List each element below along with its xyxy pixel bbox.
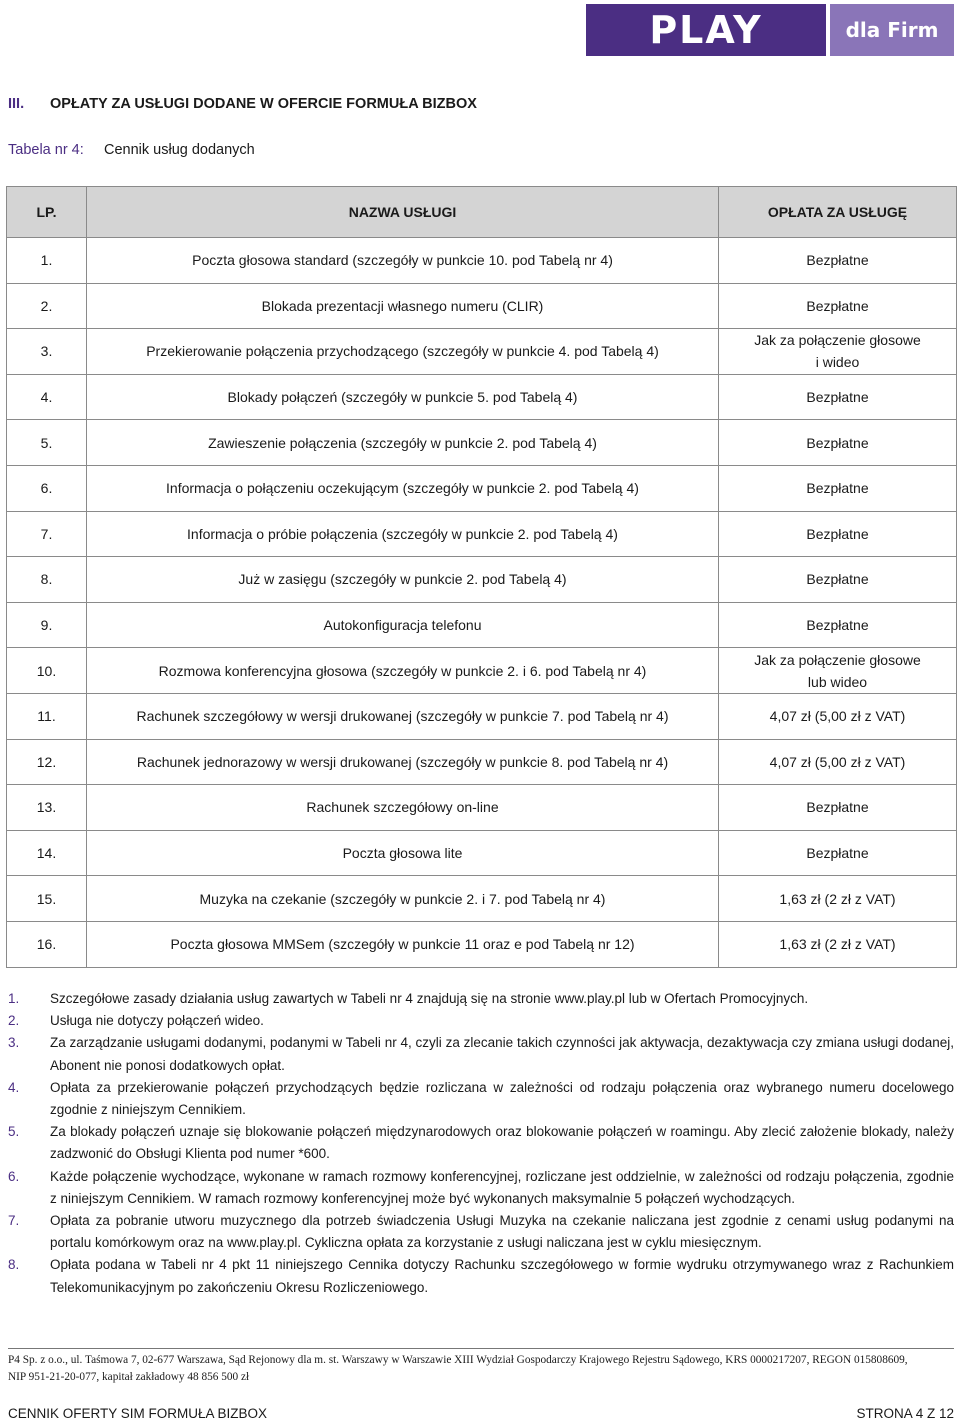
row-service-name: Rachunek jednorazowy w wersji drukowanej (szczegóły w punkcie 8. pod Tabelą nr 4) [87, 739, 719, 785]
row-lp: 12. [7, 739, 87, 785]
row-fee [719, 693, 957, 739]
table-row [7, 785, 957, 831]
row-service-name: Informacja o połączeniu oczekującym (szczegóły w punkcie 2. pod Tabelą 4) [87, 465, 719, 511]
row-fee [719, 465, 957, 511]
row-fee-line: Bezpłatne [806, 252, 869, 269]
header-service-name: NAZWA USŁUGI [87, 187, 719, 238]
row-fee [719, 420, 957, 466]
footnote-item [8, 1254, 954, 1298]
row-fee [719, 785, 957, 831]
footnote-text: Za zarządzanie usługami dodanymi, podanymi w Tabeli nr 4, czyli za zlecanie takich czynności jak aktywacja, dezaktywacja czy zmiana usługi dodanej, Abonent nie ponosi dodatkowych opłat. [50, 1035, 954, 1073]
row-fee [719, 830, 957, 876]
table-row [7, 511, 957, 557]
row-fee-line: Bezpłatne [806, 845, 869, 862]
footnote-number: 7. [8, 1213, 20, 1229]
footnote-number: 2. [8, 1013, 20, 1029]
row-fee-line: Bezpłatne [806, 480, 869, 497]
footnote-item [8, 1210, 954, 1254]
row-fee-line: Bezpłatne [806, 617, 869, 634]
table-row [7, 648, 957, 694]
row-fee-line: Bezpłatne [806, 571, 869, 588]
row-fee [719, 739, 957, 785]
row-fee [719, 557, 957, 603]
row-lp: 10. [7, 648, 87, 694]
dla-firm-badge: dla Firm [830, 4, 954, 56]
footnote-text: Usługa nie dotyczy połączeń wideo. [50, 1013, 264, 1029]
table-caption [8, 142, 255, 158]
table-row [7, 830, 957, 876]
footnote-item [8, 1032, 954, 1076]
row-lp: 13. [7, 785, 87, 831]
footer-divider [8, 1348, 954, 1349]
row-lp: 16. [7, 921, 87, 967]
row-lp: 1. [7, 238, 87, 284]
row-service-name: Informacja o próbie połączenia (szczegóły w punkcie 2. pod Tabelą 4) [87, 511, 719, 557]
footer-legal [8, 1352, 954, 1386]
row-lp: 6. [7, 465, 87, 511]
row-fee-line: 1,63 zł (2 zł z VAT) [779, 936, 896, 953]
row-lp: 7. [7, 511, 87, 557]
row-fee-line: Bezpłatne [806, 297, 869, 314]
row-fee [719, 511, 957, 557]
footnote-text: Za blokady połączeń uznaje się blokowanie połączeń międzynarodowych oraz blokowanie połączeń w roamingu. Aby zlecić założenie blokady, należy zadzwonić do Obsługi Klienta pod numer *600. [50, 1124, 954, 1162]
table-row [7, 420, 957, 466]
table-header-row [7, 187, 957, 238]
table-row [7, 693, 957, 739]
row-fee [719, 648, 957, 694]
row-lp: 4. [7, 374, 87, 420]
row-lp: 8. [7, 557, 87, 603]
row-service-name: Już w zasięgu (szczegóły w punkcie 2. pod Tabelą 4) [87, 557, 719, 603]
row-lp: 15. [7, 876, 87, 922]
footnote-text: Każde połączenie wychodzące, wykonane w ramach rozmowy konferencyjnej, rozliczane jest oddzielnie, w zależności od rodzaju połączenia, zgodnie z niniejszym Cennikiem. W ramach rozmowy konferencyjnej może być wykonanych maksymalnie 5 połączeń wychodzących. [50, 1168, 954, 1206]
footnote-item [8, 1166, 954, 1210]
row-fee-line: Bezpłatne [806, 434, 869, 451]
footnote-item [8, 1010, 954, 1032]
row-fee-line: i wideo [815, 354, 860, 371]
row-service-name: Rozmowa konferencyjna głosowa (szczegóły w punkcie 2. i 6. pod Tabelą nr 4) [87, 648, 719, 694]
table-row [7, 238, 957, 284]
footnote-item [8, 1121, 954, 1165]
table-row [7, 283, 957, 329]
row-service-name: Poczta głosowa MMSem (szczegóły w punkcie 11 oraz e pod Tabelą nr 12) [87, 921, 719, 967]
footer-bar [8, 1406, 954, 1421]
price-table [6, 186, 957, 968]
row-lp: 3. [7, 329, 87, 375]
footnote-text: Opłata podana w Tabeli nr 4 pkt 11 niniejszego Cennika dotyczy Rachunku szczegółowego w formie wydruku otrzymywanego wraz z Rachunkiem Telekomunikacyjnym po zakończeniu Okresu Rozliczeniowego. [50, 1257, 954, 1295]
row-lp: 5. [7, 420, 87, 466]
row-service-name: Rachunek szczegółowy on-line [87, 785, 719, 831]
table-caption-title: Cennik usług dodanych [104, 142, 255, 158]
row-service-name: Blokady połączeń (szczegóły w punkcie 5. pod Tabelą 4) [87, 374, 719, 420]
row-service-name: Przekierowanie połączenia przychodzącego (szczegóły w punkcie 4. pod Tabelą 4) [87, 329, 719, 375]
row-lp: 2. [7, 283, 87, 329]
legal-line-1: P4 Sp. z o.o., ul. Taśmowa 7, 02-677 Warszawa, Sąd Rejonowy dla m. st. Warszawy w Warszawie XIII Wydział Gospodarczy Krajowego Rejestru Sądowego, KRS 0000217207, REGON 015808609, [8, 1354, 908, 1366]
footnote-number: 8. [8, 1257, 20, 1273]
footnote-text: Opłata za pobranie utworu muzycznego dla potrzeb świadczenia Usługi Muzyka na czekanie naliczana jest zgodnie z cenami usług podanymi na portalu komórkowym oraz na www.play.pl. Cykliczna opłata za korzystanie z usługi naliczana jest w cyklu miesięcznym. [50, 1213, 954, 1251]
header-fee: OPŁATA ZA USŁUGĘ [719, 187, 957, 238]
row-fee-line: Jak za połączenie głosowe [754, 332, 921, 349]
row-fee-line: lub wideo [807, 673, 868, 690]
row-service-name: Zawieszenie połączenia (szczegóły w punkcie 2. pod Tabelą 4) [87, 420, 719, 466]
footnotes-list [8, 988, 954, 1299]
row-fee-line: Bezpłatne [806, 799, 869, 816]
row-fee-line: Jak za połączenie głosowe [754, 651, 921, 668]
row-service-name: Muzyka na czekanie (szczegóły w punkcie 2. i 7. pod Tabelą nr 4) [87, 876, 719, 922]
row-fee [719, 374, 957, 420]
table-row [7, 329, 957, 375]
row-lp: 11. [7, 693, 87, 739]
table-row [7, 876, 957, 922]
table-row [7, 739, 957, 785]
row-fee [719, 921, 957, 967]
section-title-text: OPŁATY ZA USŁUGI DODANE W OFERCIE FORMUŁA BIZBOX [50, 96, 477, 112]
row-fee-line: Bezpłatne [806, 525, 869, 542]
header-lp: LP. [7, 187, 87, 238]
row-fee [719, 876, 957, 922]
document-title: CENNIK OFERTY SIM FORMUŁA BIZBOX [8, 1406, 268, 1421]
row-fee-line: 1,63 zł (2 zł z VAT) [779, 890, 896, 907]
table-row [7, 465, 957, 511]
row-fee-line: 4,07 zł (5,00 zł z VAT) [769, 753, 906, 770]
row-lp: 9. [7, 602, 87, 648]
row-fee [719, 602, 957, 648]
footnote-number: 5. [8, 1124, 20, 1140]
footnote-number: 3. [8, 1035, 20, 1051]
brand-logo [586, 4, 954, 56]
legal-line-2: NIP 951-21-20-077, kapitał zakładowy 48 856 500 zł [8, 1371, 250, 1383]
footnote-number: 4. [8, 1079, 20, 1095]
footnote-number: 1. [8, 991, 20, 1006]
table-caption-label: Tabela nr 4: [8, 142, 84, 158]
table-body [7, 238, 957, 968]
row-service-name: Rachunek szczegółowy w wersji drukowanej (szczegóły w punkcie 7. pod Tabelą nr 4) [87, 693, 719, 739]
row-service-name: Autokonfiguracja telefonu [87, 602, 719, 648]
section-number: III. [8, 96, 25, 112]
row-fee [719, 283, 957, 329]
table-row [7, 921, 957, 967]
row-service-name: Poczta głosowa lite [87, 830, 719, 876]
play-logo: PLAY [586, 4, 826, 56]
footnote-item [8, 1077, 954, 1121]
page-number: STRONA 4 Z 12 [856, 1406, 954, 1421]
row-fee [719, 329, 957, 375]
table-row [7, 602, 957, 648]
table-row [7, 557, 957, 603]
row-service-name: Blokada prezentacji własnego numeru (CLIR) [87, 283, 719, 329]
footnote-text: Szczegółowe zasady działania usług zawartych w Tabeli nr 4 znajdują się na stronie www.play.pl lub w Ofertach Promocyjnych. [50, 991, 809, 1006]
row-lp: 14. [7, 830, 87, 876]
row-fee [719, 238, 957, 284]
footnote-number: 6. [8, 1168, 20, 1184]
footnote-item [8, 988, 954, 1010]
footnote-text: Opłata za przekierowanie połączeń przychodzących będzie rozliczana w zależności od rodzaju połączenia oraz wybranego numeru docelowego zgodnie z niniejszym Cennikiem. [50, 1079, 954, 1118]
row-fee-line: Bezpłatne [806, 389, 869, 406]
row-service-name: Poczta głosowa standard (szczegóły w punkcie 10. pod Tabelą nr 4) [87, 238, 719, 284]
section-heading [8, 96, 477, 112]
table-row [7, 374, 957, 420]
row-fee-line: 4,07 zł (5,00 zł z VAT) [769, 708, 906, 725]
